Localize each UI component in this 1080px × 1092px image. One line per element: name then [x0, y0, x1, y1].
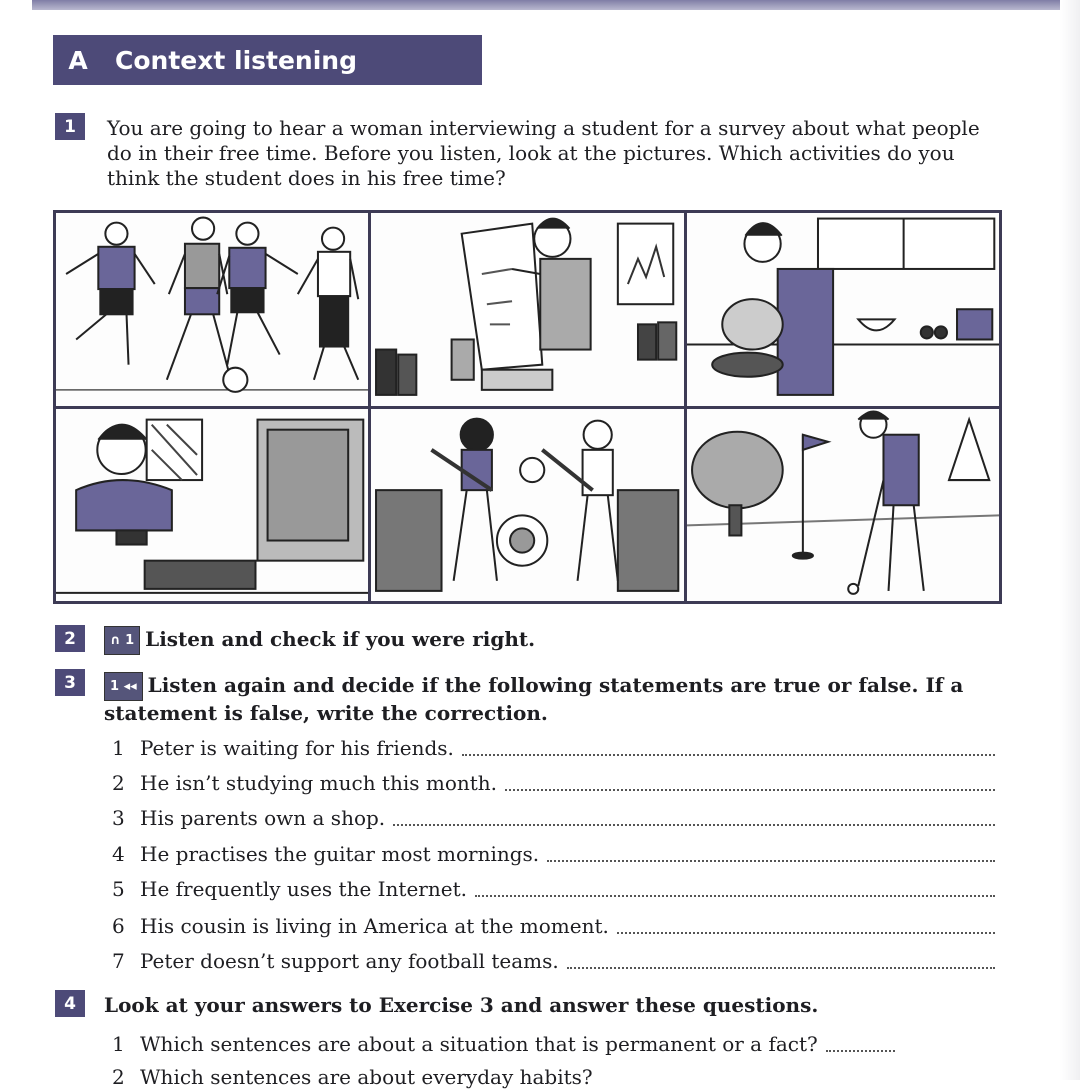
exercise-2-text: Listen and check if you were right.: [145, 627, 536, 651]
football-illustration: [56, 213, 368, 406]
exercise-3-number: 3: [55, 669, 85, 696]
question-text: Which sentences are about everyday habits?: [140, 1065, 593, 1089]
question-number: 2: [112, 1065, 125, 1089]
statement-number: 4: [112, 842, 125, 866]
statement-number: 1: [112, 736, 125, 760]
statement-number: 5: [112, 877, 125, 901]
exercise-1-line-3: think the student does in his free time?: [107, 166, 506, 190]
section-letter: A: [68, 45, 88, 75]
exercise-3-line-2: statement is false, write the correction.: [104, 701, 548, 725]
exercise-4-number: 4: [55, 990, 85, 1017]
picture-golf: [687, 409, 999, 602]
audio-replay-badge: 1 ◂◂: [104, 672, 143, 701]
picture-football: [56, 213, 368, 406]
statement-number: 6: [112, 914, 125, 938]
exercise-4-instructions: Look at your answers to Exercise 3 and answer these questions.: [104, 993, 819, 1017]
answer-line[interactable]: [567, 946, 995, 969]
answer-line[interactable]: [475, 874, 995, 897]
answer-line[interactable]: [505, 768, 995, 791]
exercise-2-instructions: [104, 626, 984, 655]
statement-item-5: [112, 874, 995, 904]
answer-line[interactable]: [547, 839, 995, 862]
exercise-1-line-2: do in their free time. Before you listen, look at the pictures. Which activities do you: [107, 141, 955, 165]
question-item-2: [112, 1062, 895, 1092]
activity-pictures: [53, 210, 1002, 604]
statement-item-3: [112, 803, 995, 833]
section-title: Context listening: [115, 45, 357, 75]
top-border: [32, 0, 1060, 10]
audio-track-badge: ∩ 1: [104, 626, 140, 655]
answer-line[interactable]: [393, 803, 995, 826]
statement-text: He isn’t studying much this month.: [140, 771, 498, 795]
answer-line[interactable]: [617, 911, 995, 934]
exercise-2-number: 2: [55, 625, 85, 652]
picture-video-games: [56, 409, 368, 602]
golf-illustration: [687, 409, 999, 602]
question-number: 1: [112, 1032, 125, 1056]
statement-number: 3: [112, 806, 125, 830]
question-item-1: [112, 1029, 895, 1059]
statement-item-1: [112, 733, 995, 763]
statement-item-4: [112, 839, 995, 869]
video-games-illustration: [56, 409, 368, 602]
statement-text: Peter is waiting for his friends.: [140, 736, 454, 760]
statement-item-6: [112, 911, 995, 941]
statement-text: His parents own a shop.: [140, 806, 386, 830]
answer-line[interactable]: [462, 733, 995, 756]
exercise-1-line-1: You are going to hear a woman interviewing a student for a survey about what people: [107, 116, 980, 140]
statement-text: Peter doesn’t support any football teams.: [140, 949, 559, 973]
painting-illustration: [371, 213, 683, 406]
statement-item-2: [112, 768, 995, 798]
picture-band: [371, 409, 683, 602]
statement-item-7: [112, 946, 995, 976]
statement-text: His cousin is living in America at the moment.: [140, 914, 609, 938]
exercise-1-instructions: [107, 116, 1007, 191]
page-edge-shadow: [1060, 0, 1080, 1080]
exercise-3-line-1: Listen again and decide if the following statements are true or false. If a: [147, 673, 964, 697]
question-text: Which sentences are about a situation that is permanent or a fact?: [140, 1032, 818, 1056]
statement-number: 7: [112, 949, 125, 973]
statement-text: He frequently uses the Internet.: [140, 877, 467, 901]
picture-cooking: [687, 213, 999, 406]
statement-number: 2: [112, 771, 125, 795]
answer-line[interactable]: [826, 1029, 895, 1052]
statement-text: He practises the guitar most mornings.: [140, 842, 540, 866]
section-header: [53, 35, 482, 85]
picture-painting: [371, 213, 683, 406]
band-illustration: [371, 409, 683, 602]
cooking-illustration: [687, 213, 999, 406]
exercise-3-instructions: [104, 672, 1004, 726]
exercise-1-number: 1: [55, 113, 85, 140]
